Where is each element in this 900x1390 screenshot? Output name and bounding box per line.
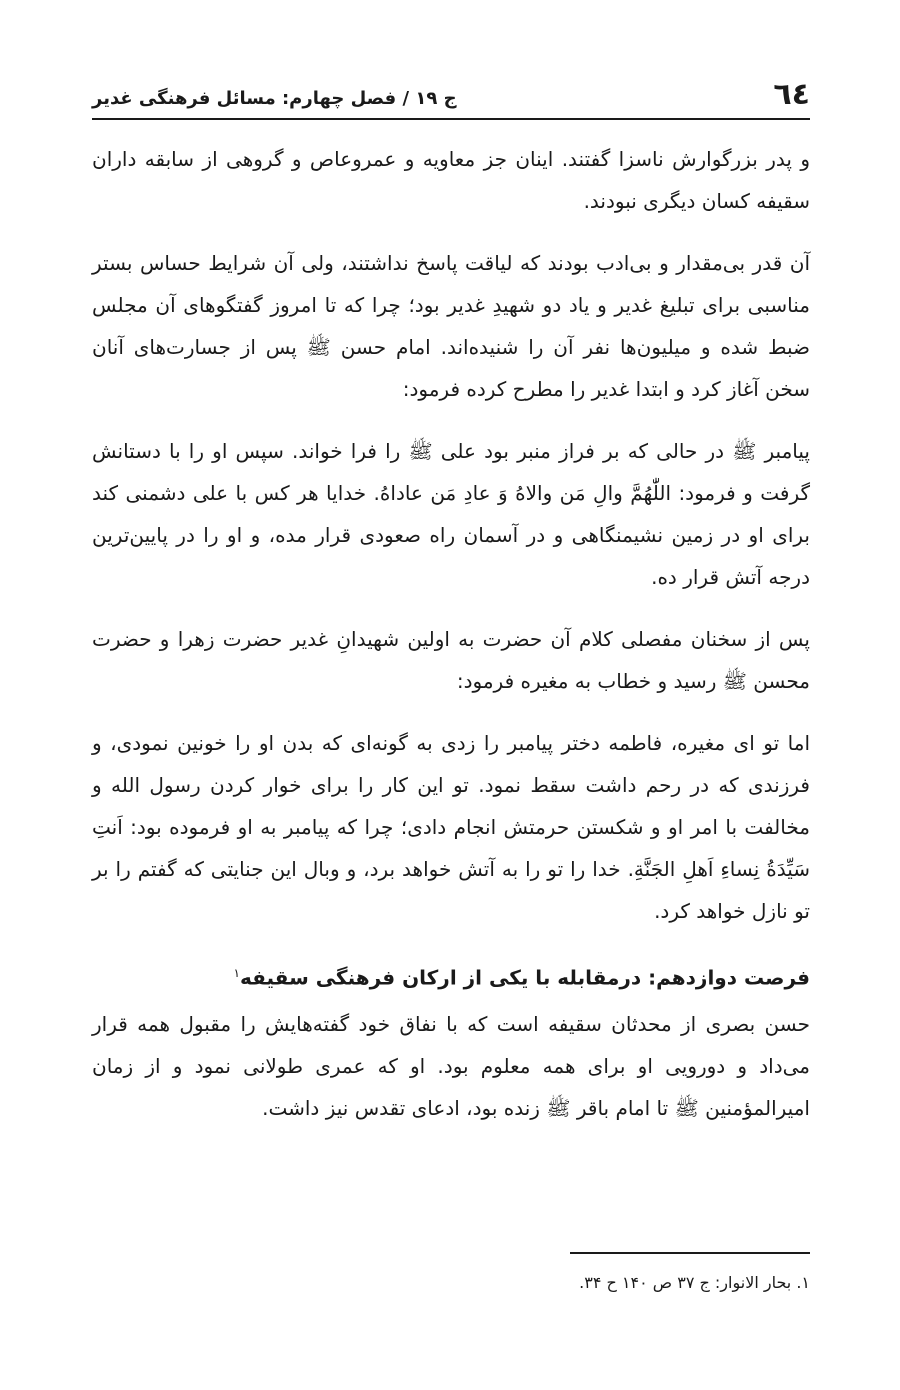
paragraph-5: اما تو ای مغیره، فاطمه دختر پیامبر را زدی به گونه‌ای که بدن او را خونین نمودی، و فرزندی که در رحم داشت سقط نمود. تو این کار را برای خوار کردن رسول الله و مخالفت با امر او و شکستن حرمتش انجام دادی؛ چرا که پیامبر به او فرموده بود: اَنتِ سَیِّدَةُ نِساءِ اَهلِ الجَنَّةِ. خدا را تو را به آتش خواهد برد، و وبال این جنایتی که گفتم را بر تو نازل خواهد کرد. xyxy=(92,731,810,923)
page-header xyxy=(92,60,810,120)
footnote: ۱. بحار الانوار: ج ۳۷ ص ۱۴۰ ح ۳۴. xyxy=(579,1273,810,1292)
paragraph-1: و پدر بزرگوارش ناسزا گفتند. اینان جز معاویه و عمروعاص و گروهی از سابقه داران سقیفه کسان دیگری نبودند. xyxy=(92,147,810,213)
body-text xyxy=(92,138,810,1129)
running-head: ج ۱۹ / فصل چهارم: مسائل فرهنگی غدیر xyxy=(92,88,457,109)
paragraph-3: پیامبر ﷺ در حالی که بر فراز منبر بود علی ﷺ را فرا خواند. سپس او را با دستانش گرفت و فرمود: اللّٰهُمَّ والِ مَن والاهُ وَ عادِ مَن عاداهُ. خدایا هر کس با علی دشمنی کند برای او در زمین نشیمنگاهی و در آسمان راه صعودی قرار مده، و او را در پایین‌ترین درجه آتش قرار ده. xyxy=(92,439,810,589)
section-title-text: فرصت دوازدهم: درمقابله با یکی از ارکان فرهنگی سقیفه xyxy=(239,965,810,990)
footnote-divider xyxy=(570,1252,810,1254)
paragraph-2: آن قدر بی‌مقدار و بی‌ادب بودند که لیاقت پاسخ نداشتند، ولی آن شرایط حساس بستر مناسبی برای تبلیغ غدیر و یاد دو شهیدِ غدیر بود؛ چرا که تا امروز گفتگوهای آن مجلس ضبط شده و میلیون‌ها نفر آن را شنیده‌اند. امام حسن ﷺ پس از جسارت‌های آنان سخن آغاز کرد و ابتدا غدیر را مطرح کرده فرمود: xyxy=(92,251,810,401)
paragraph-4: پس از سخنان مفصلی کلام آن حضرت به اولین شهیدانِ غدیر حضرت زهرا و حضرت محسن ﷺ رسید و خطاب به مغیره فرمود: xyxy=(92,627,810,693)
footnote-marker[interactable]: ۱ xyxy=(233,966,240,980)
page-number: ٦٤ xyxy=(773,77,810,112)
page xyxy=(92,60,810,1149)
section-paragraph: حسن بصری از محدثان سقیفه است که با نفاق خود گفته‌هایش را مقبول همه قرار می‌داد و دورویی او برای همه معلوم بود. او که عمری طولانی نمود و از زمان امیرالمؤمنین ﷺ تا امام باقر ﷺ زنده بود، ادعای تقدس نیز داشت. xyxy=(92,1011,810,1120)
section-title xyxy=(92,952,810,999)
